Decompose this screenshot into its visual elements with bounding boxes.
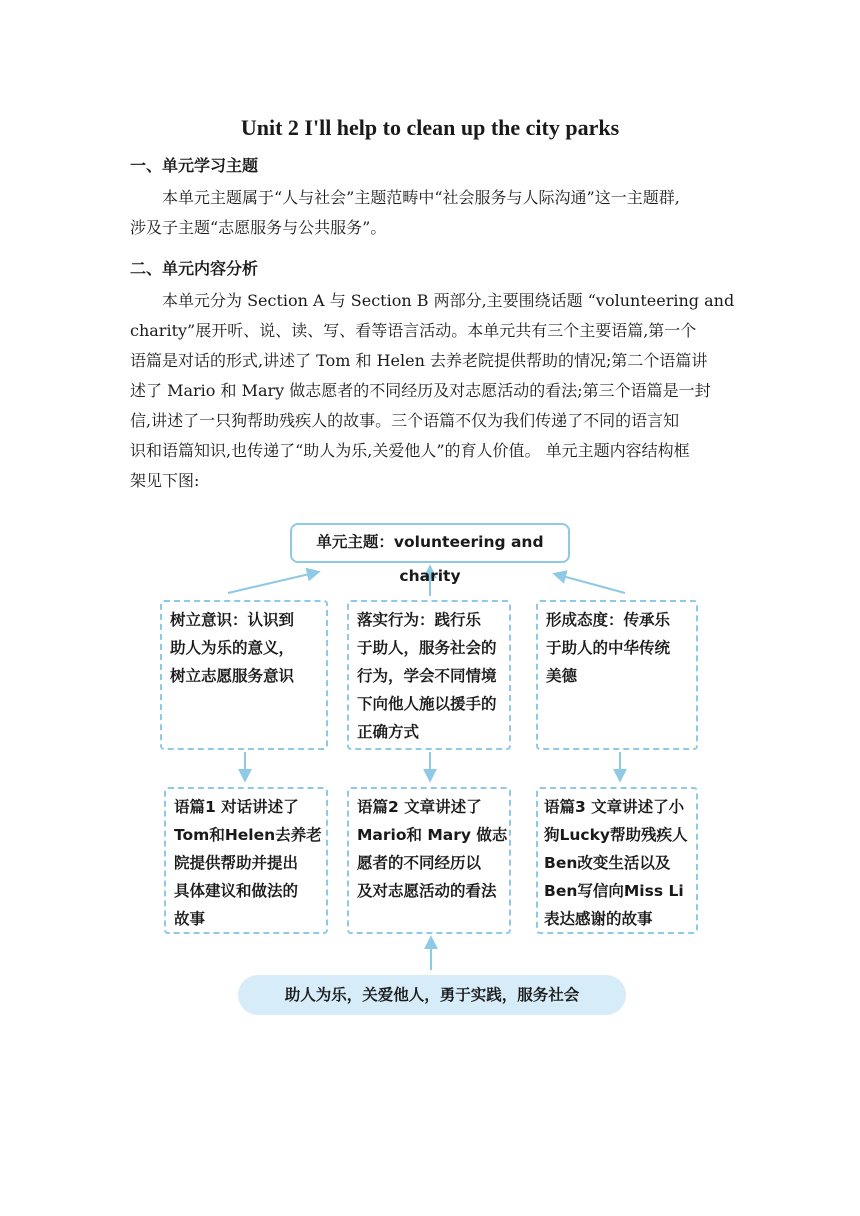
paragraph-line: 涉及子主题“志愿服务与公共服务”。	[130, 218, 387, 237]
paragraph-line: 识和语篇知识,也传递了“助人为乐,关爱他人”的育人价值。 单元主题内容结构框	[130, 441, 690, 460]
box-line: 故事	[174, 910, 206, 928]
box-line: Mario和 Mary 做志	[357, 826, 508, 844]
box-line: 落实行为：践行乐	[357, 611, 482, 629]
box-line: 语篇1 对话讲述了	[174, 798, 299, 816]
section-heading-analysis: 二、单元内容分析	[130, 259, 259, 278]
box-line: 下向他人施以援手的	[357, 695, 497, 713]
box-line: 表达感谢的故事	[544, 910, 653, 928]
paragraph-line: 信,讲述了一只狗帮助残疾人的故事。三个语篇不仅为我们传递了不同的语言知	[130, 411, 680, 430]
document-title: Unit 2 I'll help to clean up the city parks	[240, 115, 620, 140]
text-box-1	[164, 787, 328, 934]
paragraph-line: 架见下图:	[130, 471, 200, 490]
box-line: 于助人，服务社会的	[357, 639, 497, 657]
section-heading-theme: 一、单元学习主题	[130, 156, 259, 175]
box-line: 美德	[546, 667, 578, 685]
box-line: 树立意识：认识到	[170, 611, 295, 629]
box-line: 具体建议和做法的	[174, 882, 299, 900]
box-line: 语篇2 文章讲述了	[357, 798, 482, 816]
box-line: 愿者的不同经历以	[357, 854, 482, 872]
box-line: 及对志愿活动的看法	[357, 882, 497, 900]
paragraph-line: 述了 Mario 和 Mary 做志愿者的不同经历及对志愿活动的看法;第三个语篇是一封	[130, 381, 711, 400]
box-line: 助人为乐的意义，	[170, 639, 295, 657]
box-line: 形成态度：传承乐	[546, 611, 671, 629]
paragraph-line: 本单元分为 Section A 与 Section B 两部分,主要围绕话题 “volunteering and	[162, 291, 735, 310]
box-line: 语篇3 文章讲述了小	[544, 798, 685, 816]
unit-topic-box: 单元主题：volunteering and charity	[290, 523, 570, 563]
paragraph-line: charity”展开听、说、读、写、看等语言活动。本单元共有三个主要语篇,第一个	[130, 321, 697, 340]
goal-box-attitude	[536, 600, 698, 750]
box-line: 于助人的中华传统	[546, 639, 671, 657]
paragraph-line: 语篇是对话的形式,讲述了 Tom 和 Helen 去养老院提供帮助的情况;第二个语篇讲	[130, 351, 708, 370]
box-line: Tom和Helen去养老	[174, 826, 322, 844]
paragraph-line: 本单元主题属于“人与社会”主题范畴中“社会服务与人际沟通”这一主题群,	[162, 188, 680, 207]
box-line: 行为，学会不同情境	[357, 667, 497, 685]
box-line: Ben改变生活以及	[544, 854, 671, 872]
box-line: Ben写信向Miss Li	[544, 882, 684, 900]
goal-box-behavior	[347, 600, 511, 750]
core-value-pill: 助人为乐，关爱他人，勇于实践，服务社会	[238, 975, 626, 1015]
box-line: 院提供帮助并提出	[174, 854, 299, 872]
goal-box-awareness	[160, 600, 328, 750]
arrow-goal1-to-topic	[228, 572, 318, 593]
text-box-2	[347, 787, 511, 934]
box-line: 狗Lucky帮助残疾人	[544, 826, 688, 844]
arrow-goal3-to-topic	[555, 574, 625, 593]
box-line: 正确方式	[357, 723, 420, 741]
box-line: 树立志愿服务意识	[170, 667, 295, 685]
text-box-3	[536, 787, 698, 934]
